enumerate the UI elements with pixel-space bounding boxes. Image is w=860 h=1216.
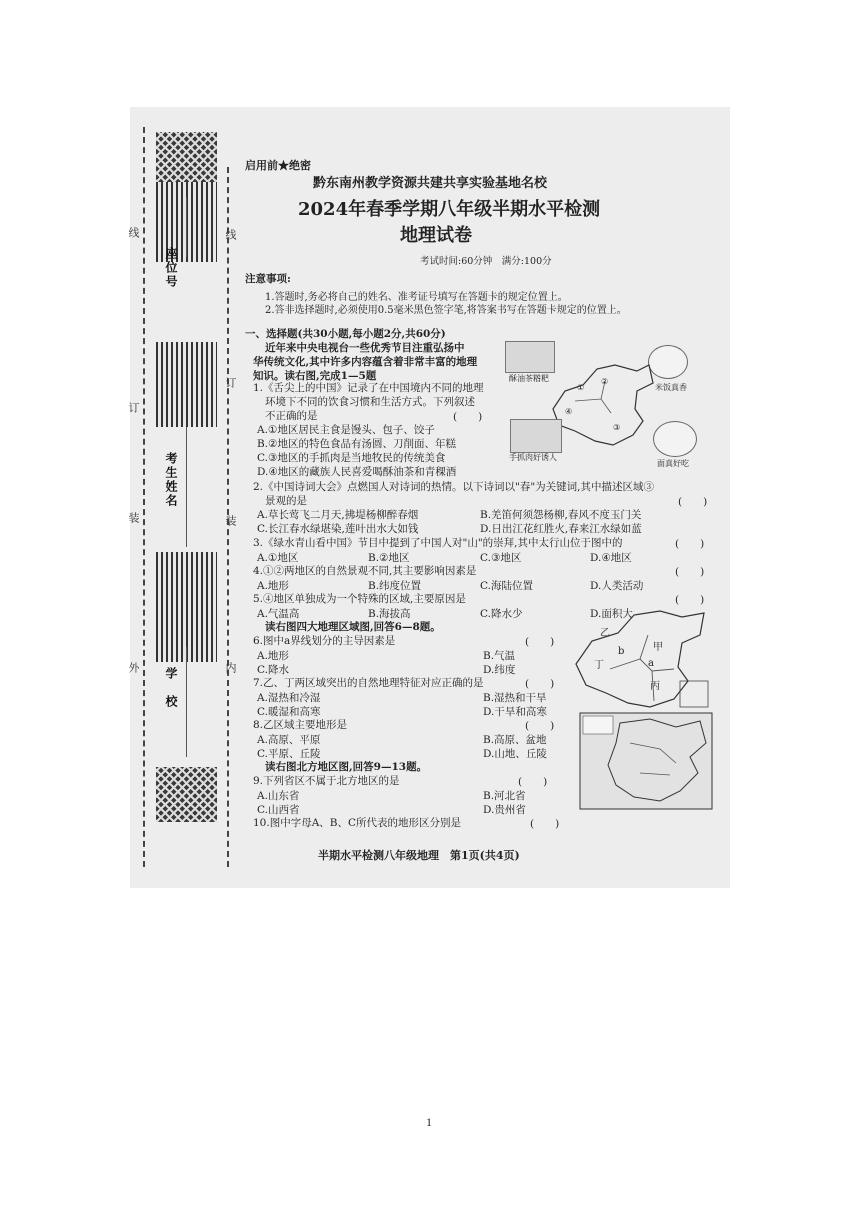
butter-tea-label: 酥油茶糌粑 <box>509 374 549 383</box>
binding-strip <box>127 107 240 888</box>
q9-option-c[interactable]: C.山西省 <box>257 804 300 816</box>
secret-mark: 启用前★绝密 <box>245 159 311 172</box>
region-4-label: ④ <box>565 407 573 416</box>
region-ding-label: 丁 <box>594 660 604 671</box>
q10-answer-slot[interactable]: ( ) <box>530 818 560 830</box>
intro-9-13: 读右图北方地区图,回答9—13题。 <box>265 761 428 773</box>
q6-option-c[interactable]: C.降水 <box>257 664 289 676</box>
q5-option-d[interactable]: D.面积大 <box>590 608 633 620</box>
q5-option-b[interactable]: B.海拔高 <box>368 608 411 620</box>
q8-stem: 8.乙区域主要地形是 <box>253 719 348 731</box>
q1-answer-slot[interactable]: ( ) <box>453 411 483 423</box>
exam-title: 2024年春季学期八年级半期水平检测 <box>298 199 601 220</box>
noodle-label: 面真好吃 <box>657 459 689 468</box>
q5-stem: 5.④地区单独成为一个特殊的区域,主要原因是 <box>253 593 466 605</box>
q9-option-a[interactable]: A.山东省 <box>257 790 300 802</box>
inner-mark-1: 线 <box>224 229 237 240</box>
food-map-figure <box>505 339 715 479</box>
rice-label: 米饭真香 <box>655 383 687 392</box>
q5-option-a[interactable]: A.气温高 <box>257 608 300 620</box>
q2-option-b[interactable]: B.羌笛何须怨杨柳,春风不度玉门关 <box>480 509 642 521</box>
binding-stripes-2 <box>156 342 217 427</box>
q3-answer-slot[interactable]: ( ) <box>675 538 705 550</box>
section-intro-2: 华传统文化,其中许多内容蕴含着非常丰富的地理 <box>253 356 478 368</box>
q9-option-d[interactable]: D.贵州省 <box>483 804 526 816</box>
q3-option-a[interactable]: A.①地区 <box>257 552 299 564</box>
north-region-map <box>580 713 712 809</box>
q2-answer-slot[interactable]: ( ) <box>678 496 708 508</box>
line-a-label: a <box>648 658 654 669</box>
region-yi-label: 乙 <box>600 628 610 639</box>
q7-option-a[interactable]: A.湿热和冷湿 <box>257 692 321 704</box>
q3-option-b[interactable]: B.②地区 <box>368 552 410 564</box>
outer-cut-line <box>143 127 145 867</box>
inner-mark-4: 内 <box>224 662 237 673</box>
q3-option-c[interactable]: C.③地区 <box>480 552 522 564</box>
q7-option-d[interactable]: D.干旱和高寒 <box>483 706 547 718</box>
section-title: 一、选择题(共30小题,每小题2分,共60分) <box>245 328 446 340</box>
q1-option-a[interactable]: A.①地区居民主食是馒头、包子、饺子 <box>257 424 435 436</box>
line-b-label: b <box>618 646 625 657</box>
q8-option-a[interactable]: A.高原、平原 <box>257 734 321 746</box>
inner-mark-2: 订 <box>224 377 237 388</box>
school-label: 学 校 <box>164 667 178 709</box>
outer-mark-4: 外 <box>127 662 140 673</box>
page-number: 1 <box>426 1115 432 1129</box>
q2-option-a[interactable]: A.草长莺飞二月天,拂堤杨柳醉春烟 <box>257 509 419 521</box>
q7-stem: 7.乙、丁两区域突出的自然地理特征对应正确的是 <box>253 677 484 689</box>
q9-answer-slot[interactable]: ( ) <box>518 776 548 788</box>
q2-option-d[interactable]: D.日出江花红胜火,春来江水绿如蓝 <box>480 523 642 535</box>
scanned-exam-photo <box>127 107 730 888</box>
q6-option-b[interactable]: B.气温 <box>483 650 516 662</box>
school-field-line <box>186 647 187 757</box>
q1-option-b[interactable]: B.②地区的特色食品有汤圆、刀削面、年糕 <box>257 438 456 450</box>
four-regions-map <box>570 609 710 709</box>
outer-mark-3: 装 <box>127 512 140 523</box>
exam-subtitle: 地理试卷 <box>400 225 472 246</box>
binding-stripes-3 <box>156 552 217 662</box>
q4-answer-slot[interactable]: ( ) <box>675 566 705 578</box>
inner-mark-3: 装 <box>224 515 237 526</box>
q1-stem-3: 不正确的是 <box>265 410 318 422</box>
q10-stem: 10.图中字母A、B、C所代表的地形区分别是 <box>253 817 462 829</box>
outer-mark-1: 线 <box>127 227 140 238</box>
notice-item-1: 1.答题时,务必将自己的姓名、准考证号填写在答题卡的规定位置上。 <box>265 292 568 303</box>
region-1-label: ① <box>577 383 585 392</box>
q4-option-c[interactable]: C.海陆位置 <box>480 580 533 592</box>
q4-option-d[interactable]: D.人类活动 <box>590 580 644 592</box>
hand-meat-photo <box>510 419 562 453</box>
q6-option-d[interactable]: D.纬度 <box>483 664 516 676</box>
q1-stem-2: 环境下不同的饮食习惯和生活方式。下列叙述 <box>265 396 475 408</box>
name-label: 考生姓名 <box>164 452 178 508</box>
exam-info: 考试时间:60分钟 满分:100分 <box>420 256 552 267</box>
region-2-label: ② <box>601 377 609 386</box>
hand-meat-label: 手抓肉好诱人 <box>509 453 557 462</box>
q7-option-b[interactable]: B.湿热和干旱 <box>483 692 547 704</box>
q2-stem-1: 2.《中国诗词大会》点燃国人对诗词的热情。以下诗词以"春"为关键词,其中描述区域③ <box>253 481 655 493</box>
notice-title: 注意事项: <box>245 273 291 285</box>
q1-option-d[interactable]: D.④地区的藏族人民喜爱喝酥油茶和青稞酒 <box>257 466 457 478</box>
q6-stem: 6.图中a界线划分的主导因素是 <box>253 635 396 647</box>
exam-footer: 半期水平检测八年级地理 第1页(共4页) <box>318 849 520 862</box>
q4-option-a[interactable]: A.地形 <box>257 580 289 592</box>
notice-item-2: 2.答非选择题时,必须使用0.5毫米黑色签字笔,将答案书写在答题卡规定的位置上。 <box>265 305 627 316</box>
q1-option-c[interactable]: C.③地区的手抓肉是当地牧民的传统美食 <box>257 452 446 464</box>
section-intro-1: 近年来中央电视台一些优秀节目注重弘扬中 <box>265 342 465 354</box>
q8-option-b[interactable]: B.高原、盆地 <box>483 734 547 746</box>
school-name: 黔东南州教学资源共建共享实验基地名校 <box>313 176 548 191</box>
region-jia-label: 甲 <box>653 642 663 653</box>
q2-stem-2: 景观的是 <box>265 495 307 507</box>
name-field-line <box>186 427 187 547</box>
intro-6-8: 读右图四大地理区域图,回答6—8题。 <box>265 621 441 633</box>
section-intro-3: 知识。读右图,完成1—5题 <box>253 370 377 382</box>
outer-mark-2: 订 <box>127 402 140 413</box>
seat-label: 座位号 <box>164 247 178 289</box>
region-3-label: ③ <box>613 423 621 432</box>
binding-pattern-bottom <box>156 767 217 822</box>
seat-field-line <box>186 197 187 257</box>
binding-pattern-top <box>156 132 217 182</box>
q3-option-d[interactable]: D.④地区 <box>590 552 632 564</box>
q6-answer-slot[interactable]: ( ) <box>525 636 555 648</box>
q4-option-b[interactable]: B.纬度位置 <box>368 580 422 592</box>
q9-stem: 9.下列省区不属于北方地区的是 <box>253 775 400 787</box>
noodle-photo <box>653 421 697 457</box>
q5-option-c[interactable]: C.降水少 <box>480 608 523 620</box>
q5-answer-slot[interactable]: ( ) <box>675 594 705 606</box>
q9-option-b[interactable]: B.河北省 <box>483 790 526 802</box>
q6-option-a[interactable]: A.地形 <box>257 650 289 662</box>
q7-option-c[interactable]: C.暖湿和高寒 <box>257 706 321 718</box>
q8-option-d[interactable]: D.山地、丘陵 <box>483 748 547 760</box>
q3-stem: 3.《绿水青山看中国》节目中提到了中国人对"山"的崇拜,其中太行山位于图中的 <box>253 537 623 549</box>
q1-stem-1: 1.《舌尖上的中国》记录了在中国境内不同的地理 <box>253 382 484 394</box>
q4-stem: 4.①②两地区的自然景观不同,其主要影响因素是 <box>253 565 477 577</box>
q7-answer-slot[interactable]: ( ) <box>525 678 555 690</box>
q2-option-c[interactable]: C.长江春水绿堪染,莲叶出水大如钱 <box>257 523 419 535</box>
q8-answer-slot[interactable]: ( ) <box>525 720 555 732</box>
q8-option-c[interactable]: C.平原、丘陵 <box>257 748 321 760</box>
region-bing-label: 丙 <box>650 681 660 692</box>
